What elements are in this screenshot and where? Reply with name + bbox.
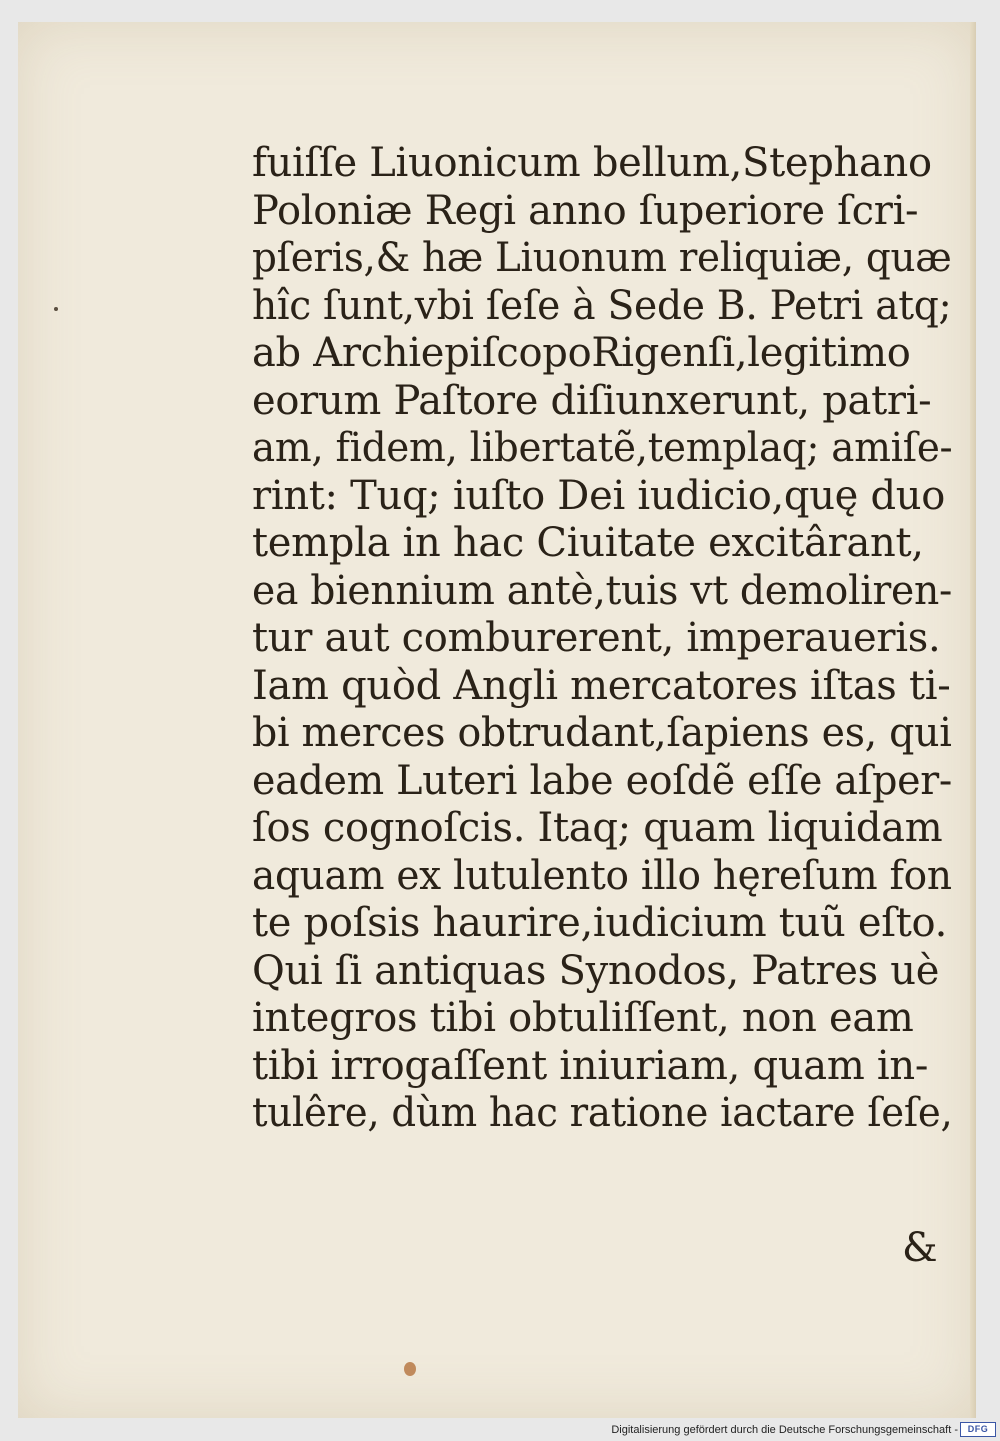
text-line: eorum Paſtore diſiunxerunt, patri- <box>252 377 932 424</box>
ink-speck <box>54 307 58 311</box>
text-line: templa in hac Ciuitate excitârant, <box>252 520 924 566</box>
page-edge <box>970 22 976 1418</box>
dfg-logo: DFG <box>960 1422 996 1437</box>
text-line: fuiſſe Liuonicum bellum,Stephano <box>252 140 932 186</box>
text-line: pſeris,& hæ Liuonum reliquiæ, quæ <box>252 235 952 281</box>
text-line: Poloniæ Regi anno ſuperiore ſcri- <box>252 187 919 234</box>
text-line: Qui ſi antiquas Synodos, Patres uè <box>252 947 940 994</box>
paper-stain <box>404 1362 416 1376</box>
digitization-credit: Digitalisierung gefördert durch die Deutsche Forschungsgemeinschaft - <box>611 1424 958 1436</box>
text-line: am, fidem, libertatẽ,templaq; amiſe- <box>252 425 953 471</box>
text-line: hîc ſunt,vbi ſeſe à Sede B. Petri atq; <box>252 282 952 329</box>
text-line: eadem Luteri labe eoſdẽ eſſe aſper- <box>252 757 952 804</box>
text-line: aquam ex lutulento illo hęreſum fon <box>252 852 952 899</box>
text-line: bi merces obtrudant,ſapiens es, qui <box>252 710 952 756</box>
catchword: & <box>902 1225 938 1271</box>
text-line: Iam quòd Angli mercatores iſtas ti- <box>252 662 951 709</box>
text-line: ab ArchiepiſcopoRigenſi,legitimo <box>252 330 911 376</box>
text-line: te poſsis haurire,iudicium tuũ eſto. <box>252 900 948 946</box>
body-text <box>252 140 952 1138</box>
text-line: ſos cognoſcis. Itaq; quam liquidam <box>252 805 943 851</box>
text-line: ea biennium antè,tuis vt demoliren- <box>252 567 952 614</box>
text-line: rint: Tuq; iuſto Dei iudicio,quę duo <box>252 472 946 519</box>
text-line: integros tibi obtuliſſent, non eam <box>252 995 914 1041</box>
text-line: tibi irrogaſſent iniuriam, quam in- <box>252 1042 929 1089</box>
text-line: tulêre, dùm hac ratione iactare ſeſe, <box>252 1090 953 1136</box>
text-line: tur aut comburerent, imperaueris. <box>252 615 941 661</box>
